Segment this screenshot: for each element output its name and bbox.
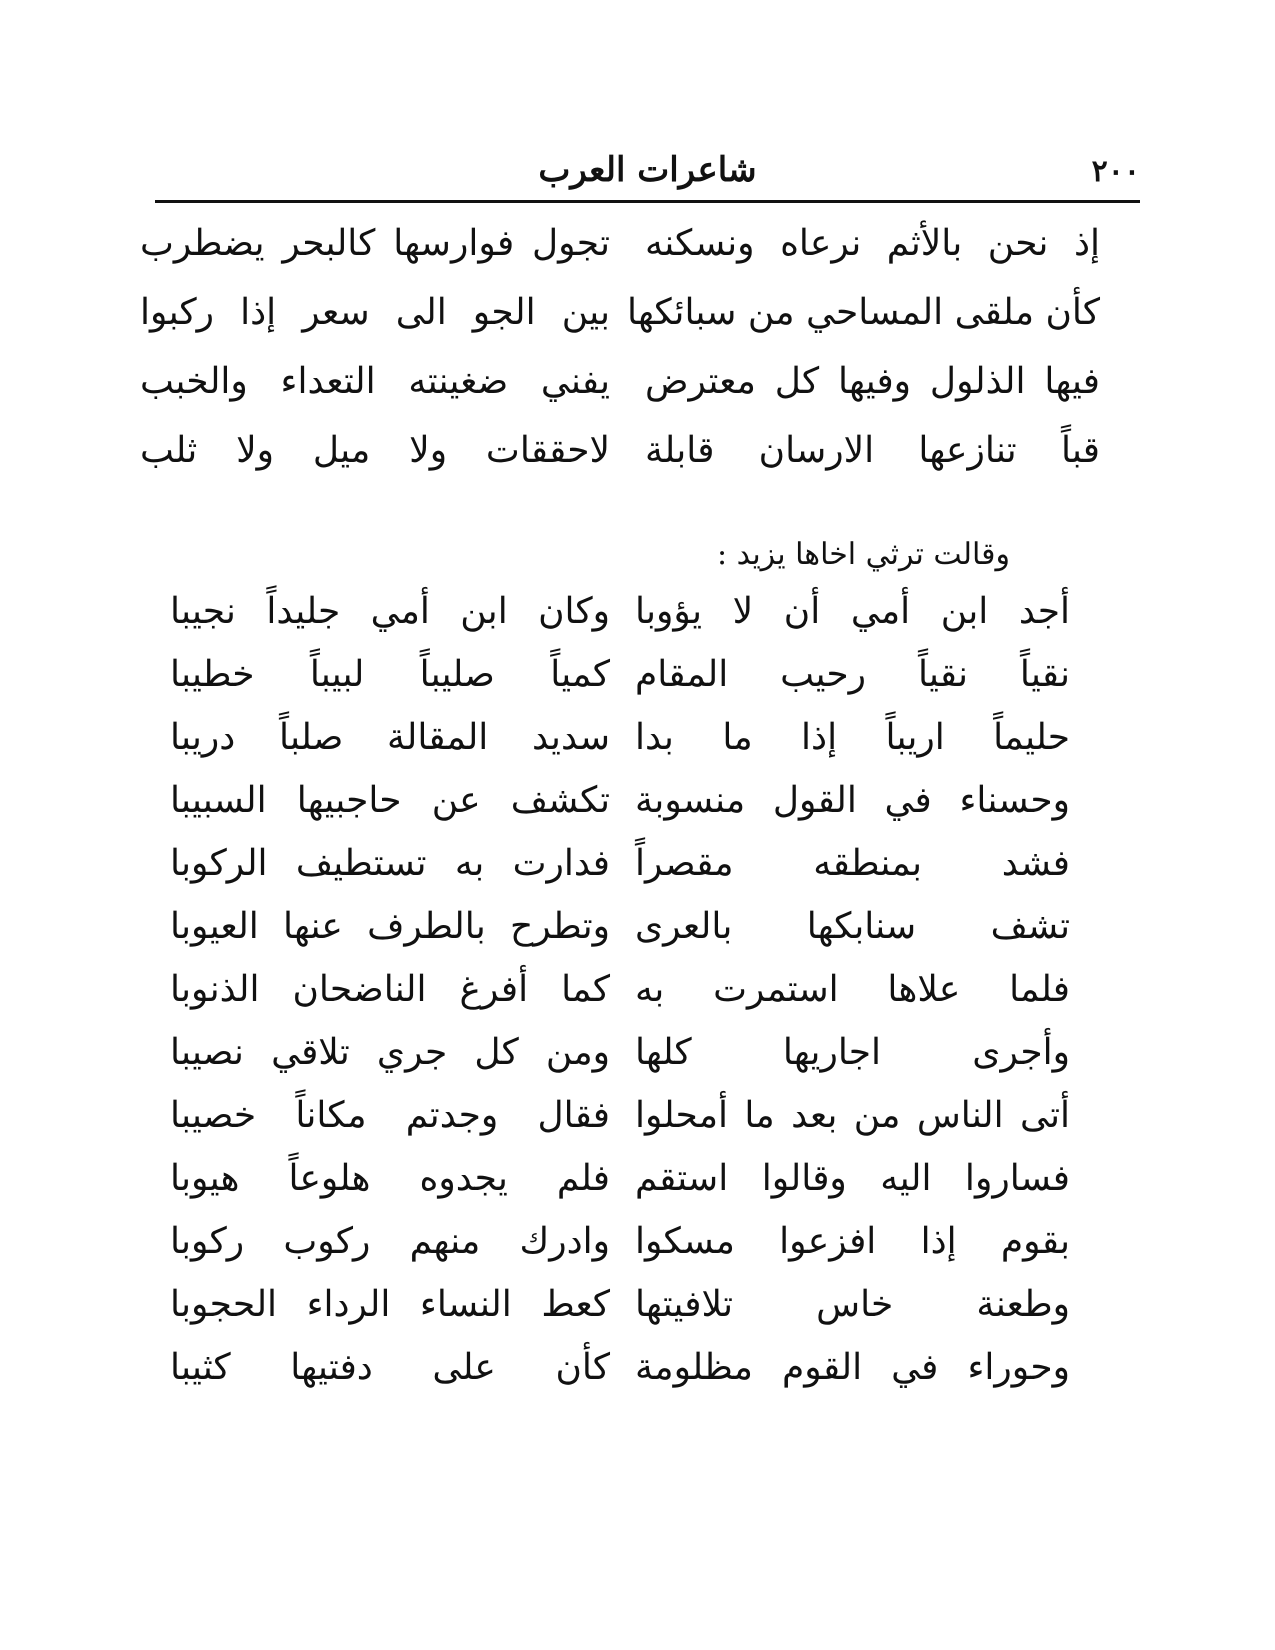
hemistich-first: تشف سنابكها بالعرى [635, 906, 1070, 947]
verse-line [170, 645, 1070, 705]
header-rule [155, 200, 1140, 203]
hemistich-second: ومن كل جري تلاقي نصيبا [170, 1032, 610, 1073]
verse-line [140, 352, 1100, 412]
verse-line [170, 708, 1070, 768]
verse-line [170, 771, 1070, 831]
verse-line [140, 283, 1100, 343]
hemistich-second: وتطرح بالطرف عنها العيوبا [170, 906, 610, 947]
hemistich-first: نقياً نقياً رحيب المقام [635, 654, 1070, 695]
hemistich-first: فلما علاها استمرت به [635, 969, 1070, 1010]
hemistich-second: كأن على دفتيها كثيبا [170, 1347, 610, 1388]
hemistich-first: وأجرى اجاريها كلها [635, 1032, 1070, 1073]
verse-line [170, 1023, 1070, 1083]
hemistich-first: فيها الذلول وفيها كل معترض [645, 361, 1100, 402]
hemistich-first: أجد ابن أمي أن لا يؤوبا [635, 591, 1070, 632]
hemistich-first: فساروا اليه وقالوا استقم [635, 1158, 1070, 1199]
hemistich-first: إذ نحن بالأثم نرعاه ونسكنه [645, 223, 1100, 264]
hemistich-second: بين الجو الى سعر إذا ركبوا [140, 292, 610, 333]
hemistich-second: تكشف عن حاجبيها السبيبا [170, 780, 610, 821]
hemistich-second: تجول فوارسها كالبحر يضطرب [140, 223, 610, 264]
hemistich-second: فقال وجدتم مكاناً خصيبا [170, 1095, 610, 1136]
hemistich-second: كما أفرغ الناضحان الذنوبا [170, 969, 610, 1010]
running-title: شاعرات العرب [538, 150, 757, 190]
verse-line [170, 1275, 1070, 1335]
hemistich-second: كعط النساء الرداء الحجوبا [170, 1284, 610, 1325]
hemistich-second: يفني ضغينته التعداء والخبب [140, 361, 610, 402]
verse-line [170, 1212, 1070, 1272]
verse-line [170, 1149, 1070, 1209]
hemistich-second: وكان ابن أمي جليداً نجيبا [170, 591, 610, 632]
hemistich-first: أتى الناس من بعد ما أمحلوا [635, 1095, 1070, 1136]
hemistich-first: قباً تنازعها الارسان قابلة [645, 430, 1100, 471]
hemistich-second: فدارت به تستطيف الركوبا [170, 843, 610, 884]
page-number: ٢٠٠ [1091, 154, 1140, 189]
verse-line [170, 1338, 1070, 1398]
poem-intro: وقالت ترثي اخاها يزيد : [716, 537, 1010, 572]
verse-line [140, 421, 1100, 481]
hemistich-first: وحسناء في القول منسوبة [635, 780, 1070, 821]
hemistich-first: وطعنة خاس تلافيتها [635, 1284, 1070, 1325]
page-header [155, 150, 1140, 200]
hemistich-second: فلم يجدوه هلوعاً هيوبا [170, 1158, 610, 1199]
hemistich-second: سديد المقالة صلباً دريبا [170, 717, 610, 758]
hemistich-second: لاحققات ولا ميل ولا ثلب [140, 430, 610, 471]
verse-line [170, 834, 1070, 894]
hemistich-first: بقوم إذا افزعوا مسكوا [635, 1221, 1070, 1262]
hemistich-first: كأن ملقى المساحي من سبائكها [626, 292, 1100, 333]
hemistich-first: فشد بمنطقه مقصراً [635, 843, 1070, 884]
hemistich-first: حليماً اريباً إذا ما بدا [635, 717, 1070, 758]
hemistich-first: وحوراء في القوم مظلومة [635, 1347, 1070, 1388]
verse-line [170, 582, 1070, 642]
verse-line [170, 960, 1070, 1020]
verse-line [170, 1086, 1070, 1146]
hemistich-second: وادرك منهم ركوب ركوبا [170, 1221, 610, 1262]
verse-line [140, 214, 1100, 274]
hemistich-second: كمياً صليباً لبيباً خطيبا [170, 654, 610, 695]
verse-line [170, 897, 1070, 957]
